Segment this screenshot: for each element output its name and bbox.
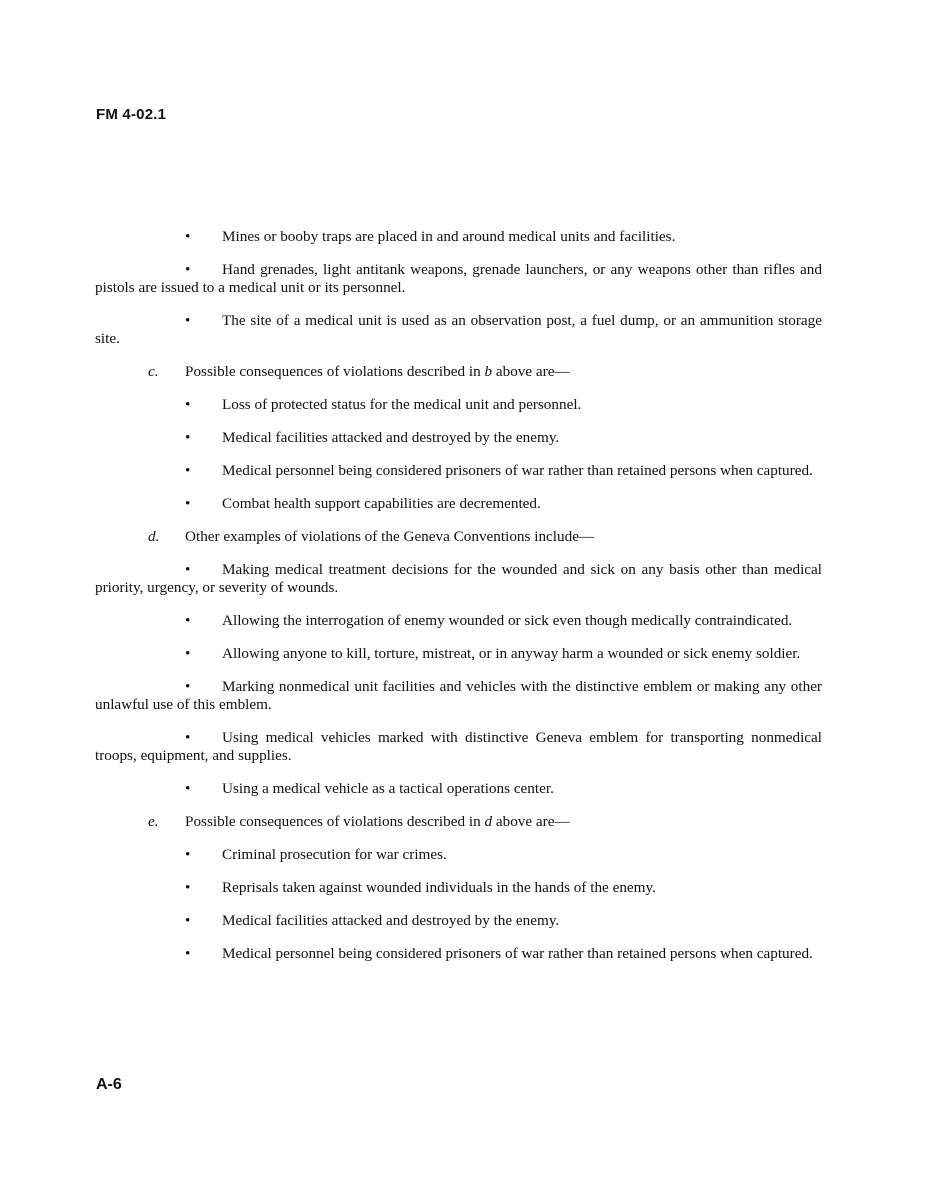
bullet-icon: • [185,261,191,278]
bullet-icon: • [185,879,191,896]
list-item: • Hand grenades, light antitank weapons, grenade launchers, or any weapons other than rifles and pistols are issued to a medical unit or its personnel. [95,261,822,296]
paragraph-letter: c. [148,363,159,380]
bullet-icon: • [185,561,191,578]
list-item: • Marking nonmedical unit facilities and vehicles with the distinctive emblem or making any other unlawful use of this emblem. [95,678,822,713]
bullet-icon: • [185,396,191,413]
list-item: • Using a medical vehicle as a tactical operations center. [185,780,554,797]
list-item: • Loss of protected status for the medical unit and personnel. [185,396,582,413]
list-item: • Allowing anyone to kill, torture, mistreat, or in anyway harm a wounded or sick enemy soldier. [185,645,801,662]
list-item: • Medical facilities attacked and destroyed by the enemy. [185,429,560,446]
bullet-icon: • [185,228,191,245]
paragraph-d: d. Other examples of violations of the Geneva Conventions include— [148,528,595,545]
list-item: • Using medical vehicles marked with distinctive Geneva emblem for transporting nonmedical troops, equipment, and supplies. [95,729,822,764]
paragraph-c: c. Possible consequences of violations described in b above are— [148,363,570,380]
bullet-icon: • [185,429,191,446]
bullet-icon: • [185,945,191,962]
list-item: • Allowing the interrogation of enemy wounded or sick even though medically contraindicated. [185,612,793,629]
list-item: • Reprisals taken against wounded individuals in the hands of the enemy. [185,879,656,896]
list-item: • Making medical treatment decisions for the wounded and sick on any basis other than medical priority, urgency, or severity of wounds. [95,561,822,596]
bullet-icon: • [185,729,191,746]
bullet-icon: • [185,678,191,695]
bullet-icon: • [185,312,191,329]
bullet-icon: • [185,846,191,863]
list-item: • Medical facilities attacked and destroyed by the enemy. [185,912,560,929]
page-number: A-6 [96,1076,122,1093]
bullet-icon: • [185,462,191,479]
bullet-icon: • [185,780,191,797]
bullet-icon: • [185,645,191,662]
bullet-icon: • [185,495,191,512]
paragraph-e: e. Possible consequences of violations described in d above are— [148,813,570,830]
list-item: • Criminal prosecution for war crimes. [185,846,447,863]
list-item: • Mines or booby traps are placed in and around medical units and facilities. [185,228,676,245]
bullet-icon: • [185,612,191,629]
document-id-header: FM 4-02.1 [96,106,167,123]
page-body [95,228,822,978]
bullet-icon: • [185,912,191,929]
list-item: • The site of a medical unit is used as an observation post, a fuel dump, or an ammunition storage site. [95,312,822,347]
list-item: • Medical personnel being considered prisoners of war rather than retained persons when captured. [185,462,813,479]
list-item: • Medical personnel being considered prisoners of war rather than retained persons when captured. [185,945,813,962]
list-item: • Combat health support capabilities are decremented. [185,495,541,512]
paragraph-letter: d. [148,528,160,545]
paragraph-letter: e. [148,813,159,830]
